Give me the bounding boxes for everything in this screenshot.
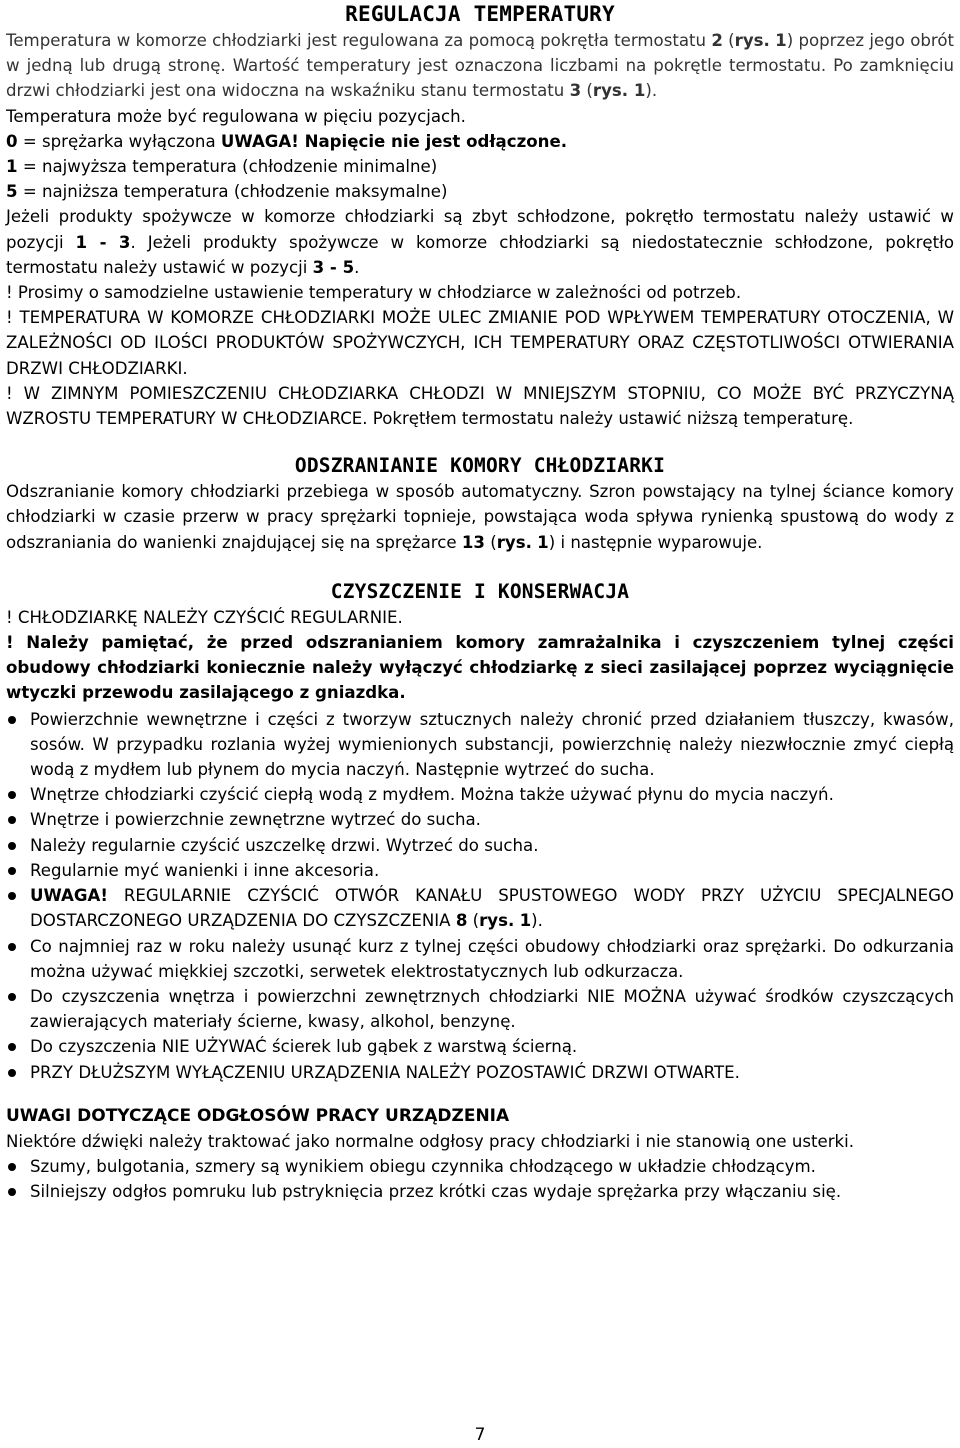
temperature-note-2: ! TEMPERATURA W KOMORZE CHŁODZIARKI MOŻE ULEC ZMIANIE POD WPŁYWEM TEMPERATURY OTOCZENIA, W ZALEŻNOŚCI OD ILOŚCI PRODUKTÓW SPOŻYWCZYCH, ICH TEMPERATURY ORAZ CZĘSTOTLIWOŚCI OTWIERANIA DRZWI CHŁODZIARKI. <box>6 308 954 378</box>
cleaning-list <box>6 707 954 1085</box>
list-item: Szumy, bulgotania, szmery są wynikiem obiegu czynnika chłodzącego w układzie chłodzącym. <box>6 1154 954 1179</box>
list-item: PRZY DŁUŻSZYM WYŁĄCZENIU URZĄDZENIA NALEŻY POZOSTAWIĆ DRZWI OTWARTE. <box>6 1060 954 1085</box>
list-item: Wnętrze chłodziarki czyścić ciepłą wodą z mydłem. Można także używać płynu do mycia naczyń. <box>6 782 954 807</box>
temperature-positions-line: Temperatura może być regulowana w pięciu pozycjach. <box>6 106 466 126</box>
thermostat-adjust-paragraph: Jeżeli produkty spożywcze w komorze chłodziarki są zbyt schłodzone, pokrętło termostatu należy ustawić w pozycji 1 - 3. Jeżeli produkty spożywcze w komorze chłodziarki są niedostatecznie schłodzone, pokrętło termostatu należy ustawić w pozycji 3 - 5. <box>6 207 954 277</box>
cleaning-unplug-warning: ! Należy pamiętać, że przed odszranianiem komory zamrażalnika i czyszczeniem tylnej części obudowy chłodziarki koniecznie należy wyłączyć chłodziarkę z sieci zasilającej poprzez wyciągnięcie wtyczki przewodu zasilającego z gniazdka. <box>6 633 954 703</box>
temperature-intro-paragraph: Temperatura w komorze chłodziarki jest regulowana za pomocą pokrętła termostatu 2 (rys. 1) poprzez jego obrót w jedną lub drugą stronę. Wartość temperatury jest oznaczona liczbami na pokrętle termostatu. Po zamknięciu drzwi chłodziarki jest ona widoczna na wskaźniku stanu termostatu 3 (rys. 1). <box>6 31 954 101</box>
noise-paragraph: Niektóre dźwięki należy traktować jako normalne odgłosy pracy chłodziarki i nie stanowią one usterki. <box>6 1131 855 1151</box>
list-item: Regularnie myć wanienki i inne akcesoria. <box>6 858 954 883</box>
temperature-note-1: ! Prosimy o samodzielne ustawienie temperatury w chłodziarce w zależności od potrzeb. <box>6 283 742 303</box>
list-item: Wnętrze i powierzchnie zewnętrzne wytrzeć do sucha. <box>6 807 954 832</box>
section-title-defrost: ODSZRANIANIE KOMORY CHŁODZIARKI <box>294 454 666 478</box>
list-item: Silniejszy odgłos pomruku lub pstryknięcia przez krótki czas wydaje sprężarka przy włączaniu się. <box>6 1179 954 1204</box>
cleaning-regular-note: ! CHŁODZIARKĘ NALEŻY CZYŚCIĆ REGULARNIE. <box>6 607 403 627</box>
list-item: Do czyszczenia NIE UŻYWAĆ ścierek lub gąbek z warstwą ścierną. <box>6 1034 954 1059</box>
page-number: 7 <box>474 1425 486 1445</box>
position-1-line: 1 = najwyższa temperatura (chłodzenie minimalne) <box>6 157 438 177</box>
section-title-temperature: REGULACJA TEMPERATURY <box>345 2 615 26</box>
position-5-line: 5 = najniższa temperatura (chłodzenie maksymalne) <box>6 182 448 202</box>
noise-list <box>6 1154 954 1204</box>
list-item: UWAGA! REGULARNIE CZYŚCIĆ OTWÓR KANAŁU SPUSTOWEGO WODY PRZY UŻYCIU SPECJALNEGO DOSTARCZONEGO URZĄDZENIA DO CZYSZCZENIA 8 (rys. 1). <box>6 883 954 933</box>
manual-page <box>6 0 954 1204</box>
section-title-noise: UWAGI DOTYCZĄCE ODGŁOSÓW PRACY URZĄDZENIA <box>6 1105 510 1126</box>
temperature-note-3: ! W ZIMNYM POMIESZCZENIU CHŁODZIARKA CHŁODZI W MNIEJSZYM STOPNIU, CO MOŻE BYĆ PRZYCZYNĄ WZROSTU TEMPERATURY W CHŁODZIARCE. Pokrętłem termostatu należy ustawić niższą temperaturę. <box>6 383 954 429</box>
list-item: Co najmniej raz w roku należy usunąć kurz z tylnej części obudowy chłodziarki oraz sprężarki. Do odkurzania można używać miękkiej szczotki, serwetek elektrostatycznych lub odkurzacza. <box>6 934 954 984</box>
position-0-line: 0 = sprężarka wyłączona UWAGA! Napięcie nie jest odłączone. <box>6 131 568 151</box>
list-item: Powierzchnie wewnętrzne i części z tworzyw sztucznych należy chronić przed działaniem tłuszczy, kwasów, sosów. W przypadku rozlania wyżej wymienionych substancji, powierzchnię należy niezwłocznie zmyć ciepłą wodą z mydłem lub płynem do mycia naczyń. Następnie wytrzeć do sucha. <box>6 707 954 783</box>
defrost-paragraph: Odszranianie komory chłodziarki przebiega w sposób automatyczny. Szron powstający na tylnej ściance komory chłodziarki w czasie przerw w pracy sprężarki topnieje, powstająca woda spływa rynienką spustową do wody z odszraniania do wanienki znajdującej się na sprężarce 13 (rys. 1) i następnie wyparowuje. <box>6 482 954 552</box>
list-item: Do czyszczenia wnętrza i powierzchni zewnętrznych chłodziarki NIE MOŻNA używać środków czyszczących zawierających materiały ścierne, kwasy, alkohol, benzynę. <box>6 984 954 1034</box>
list-item: Należy regularnie czyścić uszczelkę drzwi. Wytrzeć do sucha. <box>6 833 954 858</box>
section-title-cleaning: CZYSZCZENIE I KONSERWACJA <box>330 579 630 603</box>
